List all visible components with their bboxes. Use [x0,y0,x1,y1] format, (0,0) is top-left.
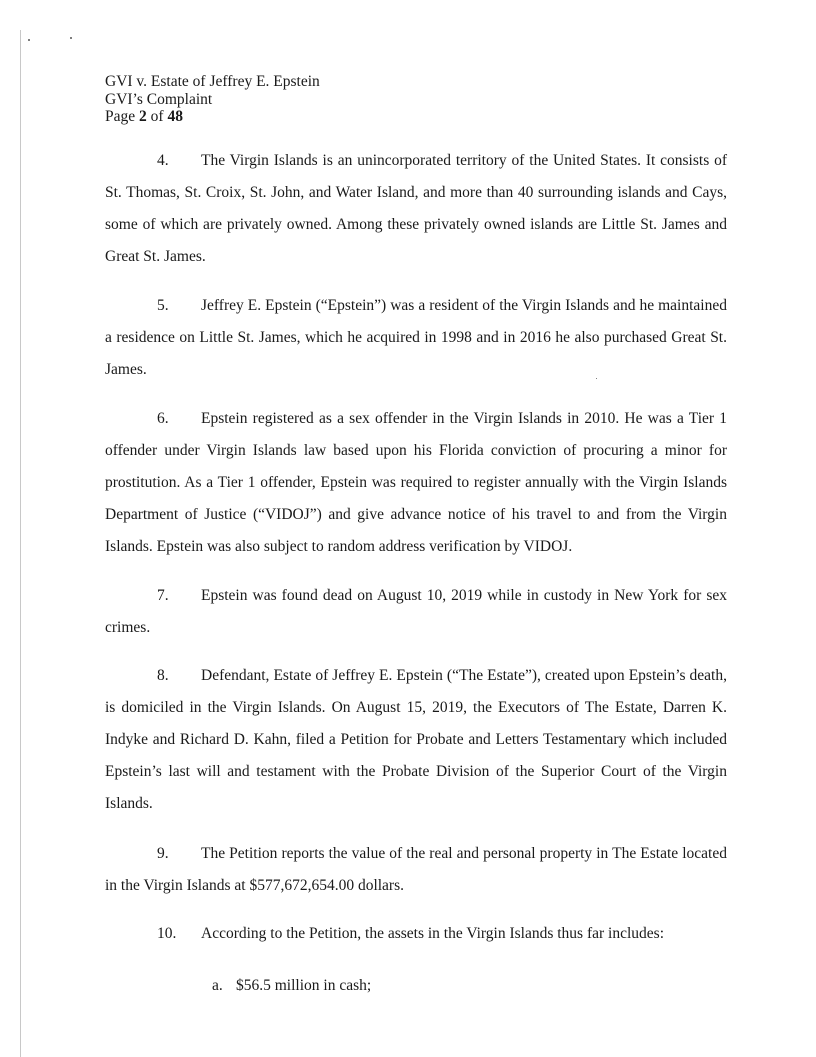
subitem-text: $56.5 million in cash; [236,977,372,994]
paragraph-number: 7. [157,587,169,604]
paragraph-text: Epstein registered as a sex offender in the Virgin Islands in 2010. He was a Tier 1 offender under Virgin Islands law based upon his Florida conviction of procuring a minor for prostitution. As a Tier 1 offender, Epstein was required to register annually with the Virgin Islands Department of Justice (“VIDOJ”) and give advance notice of his travel to and from the Virgin Islands. Epstein was also subject to random address verification by VIDOJ. [105,410,727,555]
paragraph-number: 9. [157,845,169,862]
paragraph-4 [105,145,727,273]
paragraph-text: The Petition reports the value of the real and personal property in The Estate located in the Virgin Islands at $577,672,654.00 dollars. [105,845,727,894]
subitem-a [212,970,371,1002]
paragraph-number: 10. [157,925,177,942]
paragraph-text: Epstein was found dead on August 10, 2019 while in custody in New York for sex crimes. [105,587,727,636]
paragraph-9 [105,838,727,902]
document-title: GVI’s Complaint [105,90,213,108]
page-of: of [146,108,168,125]
paragraph-number: 4. [157,152,169,169]
paragraph-text: Defendant, Estate of Jeffrey E. Epstein (“The Estate”), created upon Epstein’s death, is domiciled in the Virgin Islands. On August 15, 2019, the Executors of The Estate, Darren K. Indyke and Richard D. Kahn, filed a Petition for Probate and Letters Testamentary which included Epstein’s last will and testament with the Probate Division of the Superior Court of the Virgin Islands. [105,667,727,812]
paragraph-6 [105,403,727,563]
paragraph-text: Jeffrey E. Epstein (“Epstein”) was a resident of the Virgin Islands and he maintained a residence on Little St. James, which he acquired in 1998 and in 2016 he also purchased Great St. James. [105,297,727,378]
paragraph-text: According to the Petition, the assets in the Virgin Islands thus far includes: [201,925,664,942]
paragraph-number: 5. [157,297,169,314]
subitem-label: a. [212,977,223,994]
paragraph-number: 6. [157,410,169,427]
paragraph-number: 8. [157,667,169,684]
paragraph-7 [105,580,727,644]
page-indicator [105,108,320,126]
page-total: 48 [167,108,183,125]
scan-speck [28,39,30,41]
binding-edge-line [20,30,21,1057]
paragraph-text: The Virgin Islands is an unincorporated territory of the United States. It consists of St. Thomas, St. Croix, St. John, and Water Island, and more than 40 surrounding islands and Cays, some of which are privately owned. Among these privately owned islands are Little St. James and Great St. James. [105,152,727,265]
scan-speck [70,37,72,39]
page-prefix: Page [105,108,140,125]
paragraph-8 [105,660,727,820]
page-number: 2 [139,108,147,125]
page-header [105,73,320,126]
paragraph-10 [105,918,727,950]
case-caption: GVI v. Estate of Jeffrey E. Epstein [105,73,320,90]
paragraph-5 [105,290,727,386]
